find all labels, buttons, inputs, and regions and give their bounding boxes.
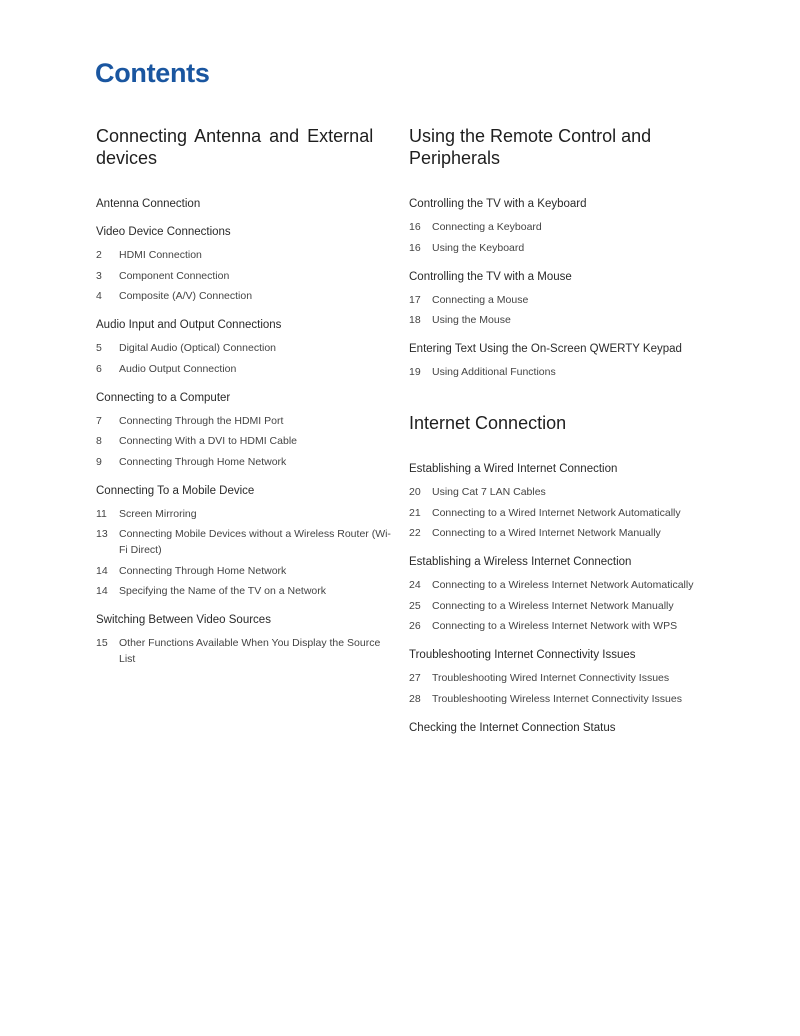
entry-label: Connecting a Mouse	[432, 293, 529, 306]
entry-label: Connecting Through Home Network	[119, 564, 287, 577]
page-number: 7	[96, 414, 102, 427]
entry-label: Digital Audio (Optical) Connection	[119, 342, 276, 354]
page-number: 15	[96, 637, 108, 649]
entry-label: HDMI Connection	[119, 249, 202, 261]
page-number: 14	[96, 564, 108, 577]
toc-section	[409, 721, 719, 735]
toc-groups	[96, 197, 396, 667]
toc-left-column	[96, 125, 396, 681]
toc-groups	[409, 462, 719, 735]
toc-entry[interactable]	[96, 361, 396, 377]
entry-label: Connecting to a Wired Internet Network Automatically	[432, 506, 681, 519]
toc-entry[interactable]	[409, 505, 719, 521]
section-heading[interactable]: Connecting to a Computer	[96, 391, 231, 404]
toc-section	[96, 391, 396, 470]
toc-entry[interactable]	[96, 413, 396, 429]
toc-entry[interactable]	[96, 635, 396, 667]
entry-label: Screen Mirroring	[119, 507, 197, 520]
section-heading[interactable]: Video Device Connections	[96, 226, 231, 238]
toc-entry[interactable]	[96, 340, 396, 356]
page-number: 19	[409, 366, 421, 378]
entry-label: Connecting Through Home Network	[119, 455, 287, 468]
toc-entry[interactable]	[96, 506, 396, 522]
toc-section	[96, 318, 396, 377]
page-number: 18	[409, 314, 421, 326]
toc-right-column	[409, 125, 719, 749]
page-number: 20	[409, 486, 421, 498]
toc-section	[409, 270, 719, 329]
toc-entry[interactable]	[409, 312, 719, 328]
chapter-heading: Connecting Antenna and External devices	[96, 126, 374, 168]
entry-label: Connecting a Keyboard	[432, 221, 542, 233]
entry-label: Connecting to a Wireless Internet Network Manually	[432, 599, 674, 612]
entry-label: Troubleshooting Wired Internet Connectivity Issues	[432, 672, 670, 684]
toc-section	[96, 197, 396, 211]
entry-label: Connecting With a DVI to HDMI Cable	[119, 435, 297, 447]
section-heading[interactable]: Controlling the TV with a Keyboard	[409, 198, 587, 210]
section-heading[interactable]: Troubleshooting Internet Connectivity Issues	[409, 649, 636, 661]
section-heading[interactable]: Controlling the TV with a Mouse	[409, 270, 572, 283]
entry-label: Other Functions Available When You Display the Source List	[119, 637, 381, 665]
toc-entry[interactable]	[409, 364, 719, 380]
toc-entry[interactable]	[96, 583, 396, 599]
toc-entry[interactable]	[409, 292, 719, 308]
toc-entry[interactable]	[409, 525, 719, 541]
section-heading[interactable]: Entering Text Using the On-Screen QWERTY Keypad	[409, 343, 682, 355]
toc-section	[409, 342, 719, 380]
page-number: 25	[409, 599, 421, 612]
page-number: 8	[96, 435, 102, 447]
entry-label: Component Connection	[119, 269, 230, 282]
section-heading[interactable]: Switching Between Video Sources	[96, 614, 271, 626]
toc-entry[interactable]	[96, 526, 396, 558]
toc-entry[interactable]	[409, 484, 719, 500]
page-number: 5	[96, 342, 102, 354]
page-number: 11	[96, 507, 107, 520]
toc-entry[interactable]	[96, 288, 396, 304]
entry-label: Specifying the Name of the TV on a Network	[119, 585, 326, 597]
toc-entry[interactable]	[409, 618, 719, 634]
section-heading[interactable]: Connecting To a Mobile Device	[96, 484, 255, 497]
page-number: 17	[409, 293, 421, 306]
entry-label: Audio Output Connection	[119, 362, 237, 375]
section-heading[interactable]: Establishing a Wired Internet Connection	[409, 463, 618, 475]
toc-entry[interactable]	[96, 563, 396, 579]
page-number: 27	[409, 672, 421, 684]
chapter-heading: Internet Connection	[409, 413, 567, 433]
page-number: 9	[96, 455, 102, 468]
entry-label: Using Additional Functions	[432, 366, 556, 378]
page-title: Contents	[95, 58, 210, 88]
page-number: 26	[409, 620, 421, 632]
toc-entry[interactable]	[409, 219, 719, 235]
page-number: 3	[96, 269, 102, 282]
toc-entry[interactable]	[409, 240, 719, 256]
entry-label: Connecting to a Wireless Internet Network Automatically	[432, 579, 694, 591]
entry-label: Troubleshooting Wireless Internet Connectivity Issues	[432, 692, 682, 705]
toc-section	[409, 648, 719, 707]
page-number: 14	[96, 585, 108, 597]
page-number: 16	[409, 221, 421, 233]
entry-label: Using Cat 7 LAN Cables	[432, 486, 546, 498]
toc-entry[interactable]	[409, 577, 719, 593]
toc-entry[interactable]	[409, 598, 719, 614]
entry-label: Connecting to a Wireless Internet Network with WPS	[432, 620, 678, 632]
page-number: 28	[409, 692, 421, 705]
page-number: 21	[409, 506, 421, 519]
chapter-heading: Using the Remote Control and Peripherals	[409, 126, 652, 168]
page-number: 24	[409, 579, 421, 591]
entry-label: Composite (A/V) Connection	[119, 290, 253, 302]
toc-section	[409, 555, 719, 634]
page-number: 16	[409, 241, 421, 254]
entry-label: Using the Mouse	[432, 314, 511, 326]
toc-section	[96, 225, 396, 304]
entry-label: Connecting to a Wired Internet Network Manually	[432, 527, 661, 539]
page-number: 13	[96, 528, 108, 540]
toc-section	[96, 484, 396, 600]
toc-entry[interactable]	[96, 433, 396, 449]
toc-groups	[409, 197, 719, 380]
page-number: 6	[96, 362, 102, 375]
toc-section	[409, 197, 719, 256]
toc-entry[interactable]	[409, 670, 719, 686]
page-number: 4	[96, 290, 102, 302]
toc-entry[interactable]	[96, 268, 396, 284]
toc-section	[409, 462, 719, 541]
section-heading[interactable]: Audio Input and Output Connections	[96, 319, 282, 331]
entry-label: Connecting Mobile Devices without a Wireless Router (Wi-Fi Direct)	[119, 528, 391, 556]
section-heading[interactable]: Checking the Internet Connection Status	[409, 721, 616, 734]
toc-entry[interactable]	[409, 691, 719, 707]
entry-label: Using the Keyboard	[432, 241, 525, 254]
toc-entry[interactable]	[96, 454, 396, 470]
page-number: 22	[409, 527, 421, 539]
section-heading[interactable]: Antenna Connection	[96, 198, 201, 210]
entry-label: Connecting Through the HDMI Port	[119, 414, 284, 427]
section-heading[interactable]: Establishing a Wireless Internet Connection	[409, 556, 632, 568]
toc-entry[interactable]	[96, 247, 396, 263]
toc-section	[96, 613, 396, 667]
page-number: 2	[96, 249, 102, 261]
